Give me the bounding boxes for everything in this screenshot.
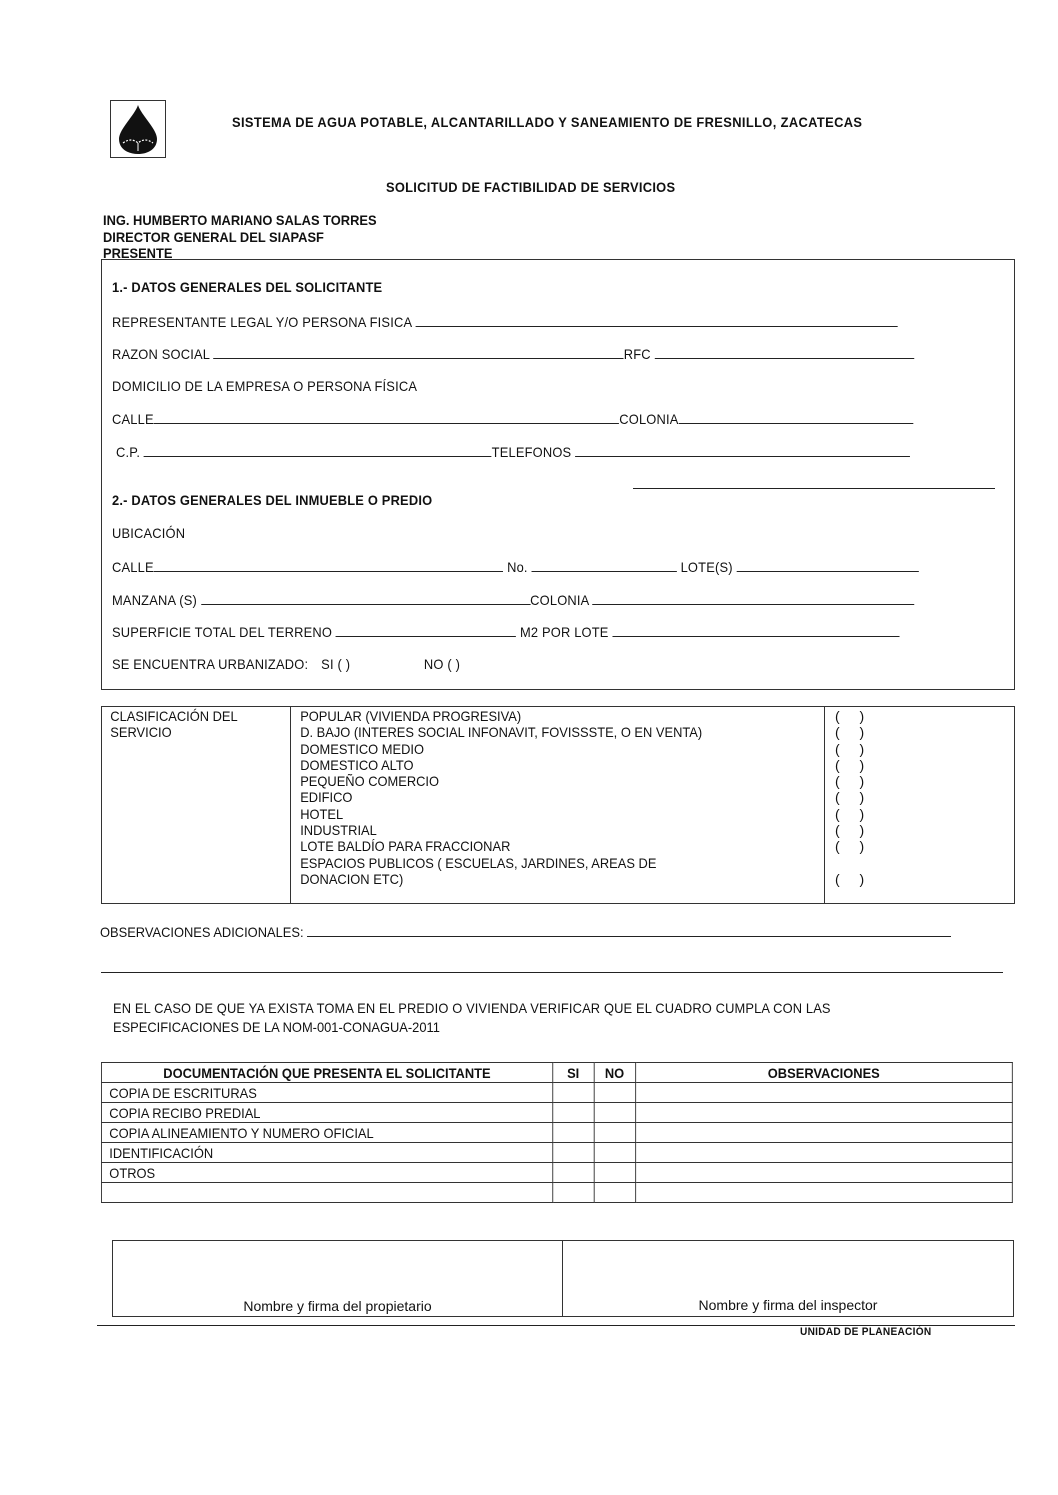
document-si-cell[interactable] [552,1123,593,1143]
predio-calle-label: CALLE [112,559,154,575]
document-si-cell[interactable] [552,1163,593,1183]
representante-input[interactable] [415,313,897,327]
addressee-salutation: PRESENTE [103,245,173,261]
cp-row [116,443,910,461]
classification-option: HOTEL [300,805,344,822]
document-no-cell[interactable] [594,1163,635,1183]
urbanizado-row [112,656,460,674]
header-observaciones: OBSERVACIONES [635,1063,1012,1083]
razon-social-label: RAZON SOCIAL [112,346,210,362]
telefonos-input[interactable] [575,443,910,457]
telefonos-label: TELEFONOS [491,444,572,460]
owner-signature-label: Nombre y firma del propietario [243,1298,432,1314]
classification-checkbox[interactable]: ( ) [835,740,873,757]
classification-checkbox[interactable]: ( ) [835,724,873,741]
classification-option: D. BAJO (INTERES SOCIAL INFONAVIT, FOVISSSTE, O EN VENTA) [300,724,703,741]
calle-input[interactable] [154,410,620,424]
classification-checkbox-cell [825,707,1014,903]
addressee-name: ING. HUMBERTO MARIANO SALAS TORRES [103,212,377,228]
razon-social-input[interactable] [213,345,623,359]
colonia-label: COLONIA [619,411,679,427]
document-name: COPIA RECIBO PREDIAL [101,1103,552,1123]
section2-title: 2.- DATOS GENERALES DEL INMUEBLE O PREDIO [112,492,433,508]
table-row [101,1183,1012,1203]
nom-notice-line1: EN EL CASO DE QUE YA EXISTA TOMA EN EL PREDIO O VIVIENDA VERIFICAR QUE EL CUADRO CUMPLA CON LAS [113,1000,831,1016]
document-observaciones-cell[interactable] [635,1123,1012,1143]
predio-colonia-label: COLONIA [530,592,589,608]
classification-checkbox[interactable]: ( ) [835,822,873,839]
classification-label-line1: CLASIFICACIÓN DEL [110,708,238,724]
classification-option: EDIFICO [300,789,353,806]
table-row [101,1123,1012,1143]
m2-input[interactable] [612,623,899,637]
colonia-input[interactable] [679,410,914,424]
manzana-input[interactable] [201,591,530,605]
organization-name: SISTEMA DE AGUA POTABLE, ALCANTARILLADO Y SANEAMIENTO DE FRESNILLO, ZACATECAS [232,114,863,130]
classification-checkbox[interactable]: ( ) [835,756,873,773]
telefonos-input-2[interactable] [633,488,995,489]
document-name: COPIA DE ESCRITURAS [101,1083,552,1103]
table-row [101,1143,1012,1163]
table-row [101,1083,1012,1103]
table-row [101,1103,1012,1123]
predio-calle-input[interactable] [154,558,504,572]
header-si: SI [552,1063,593,1083]
logo [110,100,166,158]
classification-option: DOMESTICO ALTO [300,756,414,773]
calle-label: CALLE [112,411,154,427]
classification-checkbox[interactable]: ( ) [835,789,873,806]
predio-colonia-input[interactable] [592,591,914,605]
documents-table-header [101,1063,1012,1083]
document-name: IDENTIFICACIÓN [101,1143,552,1163]
lotes-input[interactable] [736,558,918,572]
document-name[interactable] [101,1183,552,1203]
nom-notice-line2: ESPECIFICACIONES DE LA NOM-001-CONAGUA-2011 [113,1019,440,1035]
classification-option: PEQUEÑO COMERCIO [300,773,440,790]
document-observaciones-cell[interactable] [635,1143,1012,1163]
classification-option: DONACION ETC) [300,870,404,887]
addressee-position: DIRECTOR GENERAL DEL SIAPASF [103,228,324,245]
m2-label: M2 POR LOTE [519,624,609,640]
manzana-row [112,591,914,609]
document-name: OTROS [101,1163,552,1183]
rfc-input[interactable] [655,345,914,359]
document-no-cell[interactable] [594,1183,635,1203]
numero-input[interactable] [531,558,676,572]
calle-row [112,410,913,428]
inspector-signature-label: Nombre y firma del inspector [698,1297,878,1313]
header-documentacion: DOCUMENTACIÓN QUE PRESENTA EL SOLICITANTE [101,1063,552,1083]
document-observaciones-cell[interactable] [635,1083,1012,1103]
document-si-cell[interactable] [552,1103,593,1123]
classification-option: ESPACIOS PUBLICOS ( ESCUELAS, JARDINES, AREAS DE [300,854,657,871]
table-row [101,1163,1012,1183]
document-no-cell[interactable] [594,1103,635,1123]
service-classification-table [101,706,1015,904]
superficie-row [112,623,899,641]
water-drop-icon [111,101,165,157]
urbanizado-si-checkbox[interactable]: SI ( ) [321,656,351,672]
ubicacion-label: UBICACIÓN [112,525,186,541]
document-observaciones-cell[interactable] [635,1183,1012,1203]
observaciones-label: OBSERVACIONES ADICIONALES: [100,924,304,940]
lotes-label: LOTE(S) [680,559,733,575]
document-no-cell[interactable] [594,1083,635,1103]
razon-social-row [112,345,914,363]
nom-notice [113,999,831,1037]
urbanizado-no-checkbox[interactable]: NO ( ) [423,656,461,672]
classification-checkbox[interactable]: ( ) [835,708,873,724]
document-observaciones-cell[interactable] [635,1163,1012,1183]
rfc-label: RFC [623,346,651,362]
cp-label: C.P. [116,444,141,460]
document-observaciones-cell[interactable] [635,1103,1012,1123]
numero-label: No. [507,559,528,575]
document-no-cell[interactable] [594,1143,635,1163]
observaciones-input-1[interactable] [307,923,951,937]
classification-option: INDUSTRIAL [300,822,377,839]
addressee-block [103,212,377,262]
document-si-cell[interactable] [552,1083,593,1103]
footer-department: UNIDAD DE PLANEACIÓN [800,1326,932,1338]
representante-row [112,313,897,331]
inspector-signature-area[interactable] [563,1241,1013,1316]
classification-checkbox[interactable]: ( ) [835,838,873,855]
predio-calle-row [112,558,919,576]
manzana-label: MANZANA (S) [112,592,198,608]
classification-checkbox [825,855,1014,871]
classification-label-cell [102,707,291,903]
observaciones-input-2[interactable] [101,972,1003,973]
document-si-cell[interactable] [552,1143,593,1163]
form-title: SOLICITUD DE FACTIBILIDAD DE SERVICIOS [386,179,676,195]
section1-title: 1.- DATOS GENERALES DEL SOLICITANTE [112,279,383,295]
representante-label: REPRESENTANTE LEGAL Y/O PERSONA FISICA [112,314,412,330]
classification-label-line2: SERVICIO [110,724,172,741]
urbanizado-label: SE ENCUENTRA URBANIZADO: [112,656,309,672]
classification-checkbox[interactable]: ( ) [835,805,873,822]
superficie-input[interactable] [336,623,516,637]
classification-checkbox[interactable]: ( ) [835,773,873,790]
document-name: COPIA ALINEAMIENTO Y NUMERO OFICIAL [101,1123,552,1143]
signature-box [112,1240,1014,1317]
classification-option: DOMESTICO MEDIO [300,740,424,757]
domicilio-label: DOMICILIO DE LA EMPRESA O PERSONA FÍSICA [112,378,418,394]
classification-option: POPULAR (VIVIENDA PROGRESIVA) [300,708,522,724]
superficie-label: SUPERFICIE TOTAL DEL TERRENO [112,624,333,640]
observaciones-row [100,923,951,940]
document-no-cell[interactable] [594,1123,635,1143]
documents-table [101,1062,1013,1203]
document-si-cell[interactable] [552,1183,593,1203]
header-no: NO [594,1063,635,1083]
classification-option: LOTE BALDÍO PARA FRACCIONAR [300,838,511,855]
cp-input[interactable] [144,443,492,457]
classification-checkbox[interactable]: ( ) [835,870,873,887]
owner-signature-area[interactable] [113,1241,563,1316]
classification-options-cell [291,707,825,903]
